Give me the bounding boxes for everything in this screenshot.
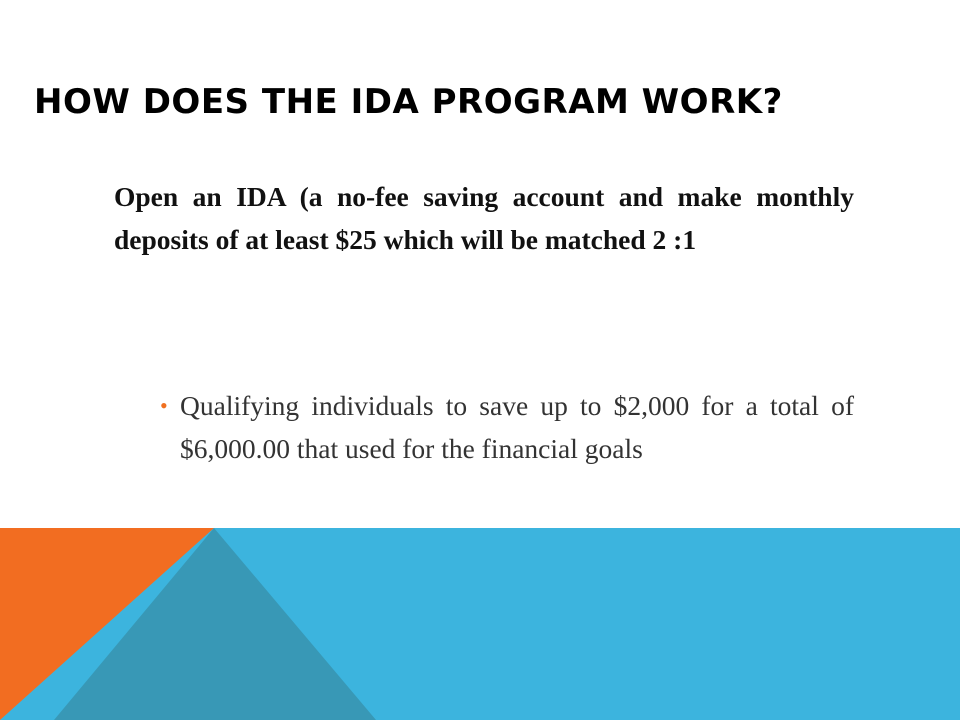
bullet-list-item [160, 384, 854, 470]
bullet-dot-icon: • [160, 393, 168, 418]
slide-title: HOW DOES THE IDA PROGRAM WORK? [34, 82, 783, 122]
intro-paragraph: Open an IDA (a no-fee saving account and make monthly deposits of at least $25 which will be matched 2 :1 [114, 181, 854, 255]
bullet-text: Qualifying individuals to save up to $2,000 for a total of $6,000.00 that used for the financial goals [180, 390, 854, 464]
